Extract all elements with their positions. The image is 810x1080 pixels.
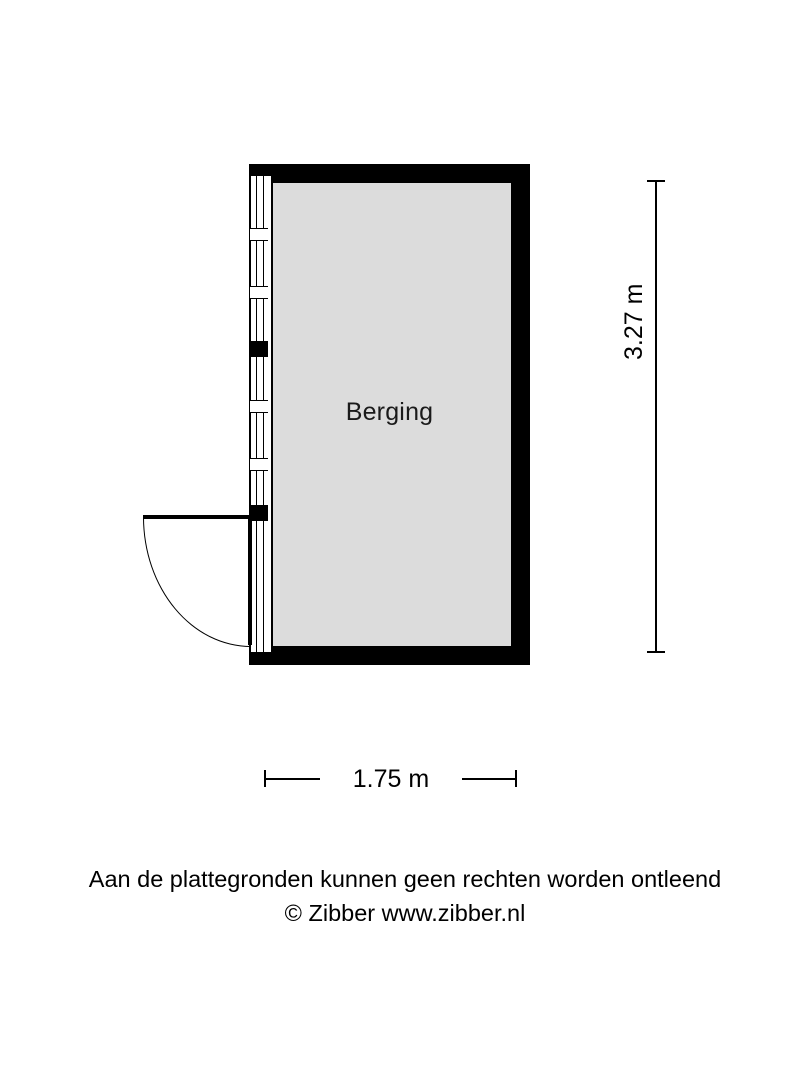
footer-disclaimer: Aan de plattegronden kunnen geen rechten worden ontleend: [88, 866, 722, 892]
footer-copyright: © Zibber www.zibber.nl: [284, 900, 526, 926]
door-jamb: [248, 515, 252, 645]
window-mullion-icon: [250, 228, 268, 241]
dimension-cap-left: [264, 770, 266, 787]
window-mullion-icon: [250, 400, 268, 413]
dimension-cap-right: [515, 770, 517, 787]
dimension-cap-bottom: [647, 651, 665, 653]
footer: [0, 862, 810, 930]
dimension-cap-top: [647, 180, 665, 182]
dimension-label-width: 1.75 m: [352, 765, 430, 793]
room-label-berging: Berging: [345, 398, 434, 426]
window-mullion-icon: [250, 341, 268, 357]
dimension-line-vertical: [655, 180, 657, 652]
window-mullion-icon: [250, 458, 268, 471]
window-rail-icon: [256, 176, 264, 652]
dimension-label-height: 3.27 m: [620, 283, 648, 360]
window-mullion-icon: [250, 505, 268, 521]
window-mullion-icon: [250, 286, 268, 299]
